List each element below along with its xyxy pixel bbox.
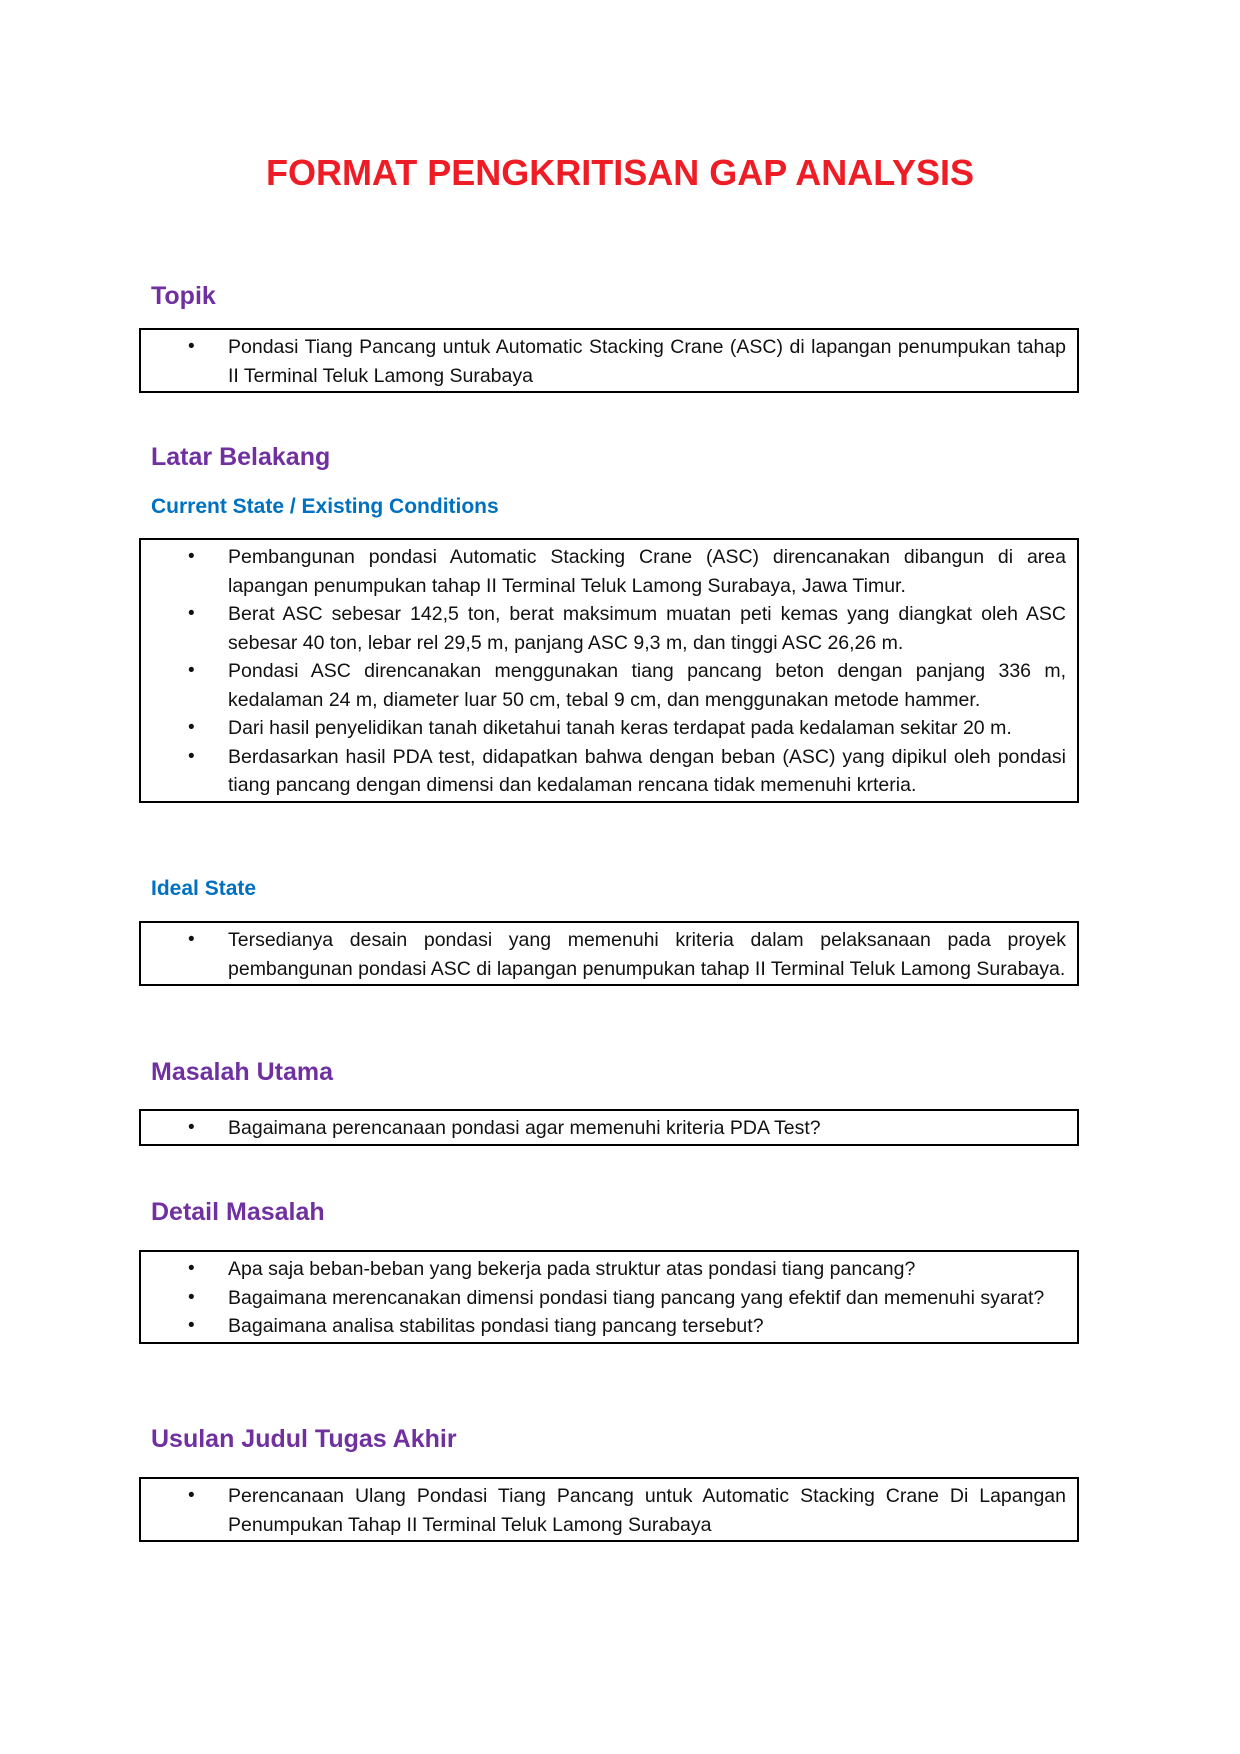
list-item [141,1284,1066,1313]
list-item [141,1114,1066,1143]
subheading-ideal-state: Ideal State [151,877,257,900]
list-item-text: Pondasi ASC direncanakan menggunakan tiang pancang beton dengan panjang 336 m, kedalaman 24 m, diameter luar 50 cm, tebal 9 cm, dan menggunakan metode hammer. [228,660,1066,711]
detail-masalah-list [141,1255,1066,1341]
list-item-text: Bagaimana analisa stabilitas pondasi tiang pancang tersebut? [228,1315,764,1337]
list-item [141,1312,1066,1341]
current-state-box [139,538,1079,803]
bullet-icon: • [188,660,195,681]
bullet-icon: • [188,717,195,738]
list-item-text: Bagaimana merencanakan dimensi pondasi tiang pancang yang efektif dan memenuhi syarat? [228,1286,1045,1309]
bullet-icon: • [188,546,195,567]
list-item-text: Apa saja beban-beban yang bekerja pada struktur atas pondasi tiang pancang? [228,1258,916,1280]
subheading-current-state: Current State / Existing Conditions [151,495,499,518]
masalah-utama-list [141,1114,1066,1143]
list-item-text: Berdasarkan hasil PDA test, didapatkan bahwa dengan beban (ASC) yang dipikul oleh pondasi tiang pancang dengan dimensi dan kedalaman rencana tidak memenuhi krteria. [228,745,1066,796]
ideal-state-list [141,926,1066,983]
usulan-judul-list [141,1482,1066,1539]
list-item-text: Bagaimana perencanaan pondasi agar memenuhi kriteria PDA Test? [228,1117,821,1139]
masalah-utama-box [139,1109,1079,1146]
detail-masalah-box [139,1250,1079,1344]
topik-list [141,333,1066,390]
list-item [141,714,1066,743]
ideal-state-box [139,921,1079,986]
section-heading-latar-belakang: Latar Belakang [151,443,331,471]
list-item [141,1482,1066,1539]
list-item-text: Perencanaan Ulang Pondasi Tiang Pancang untuk Automatic Stacking Crane Di Lapangan Penumpukan Tahap II Terminal Teluk Lamong Surabaya [228,1485,1066,1536]
section-heading-masalah-utama: Masalah Utama [151,1058,334,1086]
list-item [141,600,1066,657]
topik-box [139,328,1079,393]
usulan-judul-box [139,1477,1079,1542]
list-item [141,743,1066,800]
bullet-icon: • [188,745,195,767]
section-heading-topik: Topik [151,282,216,310]
bullet-icon: • [188,1286,195,1308]
list-item [141,926,1066,983]
list-item-text: Tersedianya desain pondasi yang memenuhi kriteria dalam pelaksanaan pada proyek pembangunan pondasi ASC di lapangan penumpukan tahap II Terminal Teluk Lamong Surabaya. [228,929,1066,980]
list-item-text: Berat ASC sebesar 142,5 ton, berat maksimum muatan peti kemas yang diangkat oleh ASC sebesar 40 ton, lebar rel 29,5 m, panjang ASC 9,3 m, dan tinggi ASC 26,26 m. [228,603,1066,654]
bullet-icon: • [188,603,195,624]
bullet-icon: • [188,1485,195,1506]
list-item [141,1255,1066,1284]
bullet-icon: • [188,929,195,950]
list-item [141,543,1066,600]
bullet-icon: • [188,336,195,357]
section-heading-detail-masalah: Detail Masalah [151,1198,325,1226]
list-item-text: Pembangunan pondasi Automatic Stacking Crane (ASC) direncanakan dibangun di area lapangan penumpukan tahap II Terminal Teluk Lamong Surabaya, Jawa Timur. [228,546,1066,597]
list-item [141,657,1066,714]
bullet-icon: • [188,1258,195,1279]
bullet-icon: • [188,1117,195,1138]
bullet-icon: • [188,1315,195,1336]
list-item-text: Dari hasil penyelidikan tanah diketahui tanah keras terdapat pada kedalaman sekitar 20 m. [228,717,1012,739]
current-state-list [141,543,1066,800]
document-title: FORMAT PENGKRITISAN GAP ANALYSIS [265,152,975,193]
list-item-text: Pondasi Tiang Pancang untuk Automatic Stacking Crane (ASC) di lapangan penumpukan tahap II Terminal Teluk Lamong Surabaya [228,336,1066,387]
section-heading-usulan-judul: Usulan Judul Tugas Akhir [151,1425,457,1453]
list-item [141,333,1066,390]
